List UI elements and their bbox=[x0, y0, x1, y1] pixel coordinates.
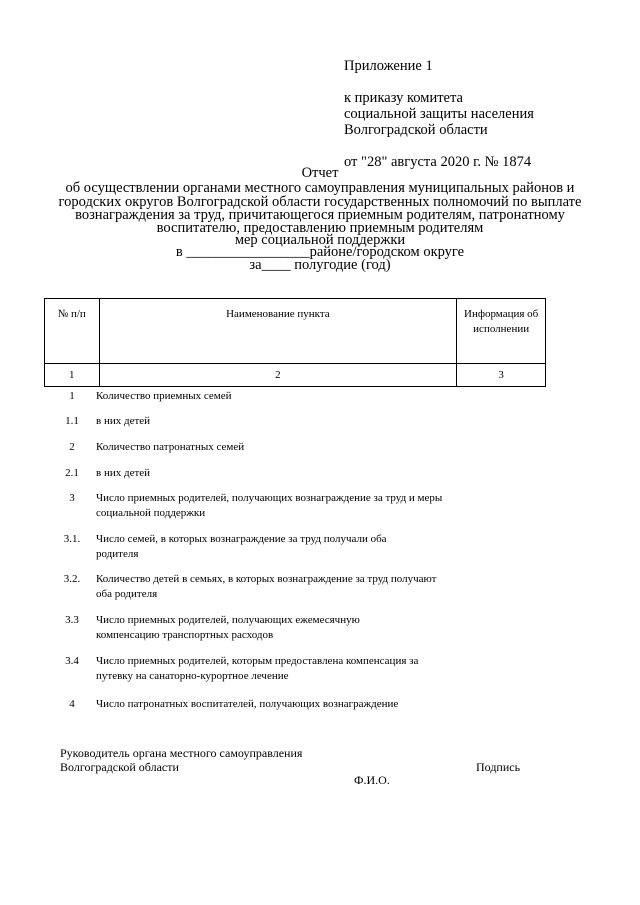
appendix-block bbox=[344, 58, 534, 170]
report-period-line: за____ полугодие (год) bbox=[249, 257, 391, 273]
report-subtitle-line: воспитателю, предоставлению приемным родителям bbox=[156, 220, 484, 236]
item-text: Количество детей в семьях, в которых вознаграждение за труд получают оба родителя bbox=[96, 573, 437, 600]
item-number: 4 bbox=[69, 698, 75, 710]
signature-label: Подпись bbox=[476, 760, 521, 774]
item-number: 3.3 bbox=[65, 614, 79, 626]
item-number: 3.1. bbox=[63, 533, 81, 545]
region-label: Волгоградской области bbox=[60, 760, 179, 774]
report-district-line: в _________________районе/городском округе bbox=[175, 244, 465, 260]
appendix-committee-line: социальной защиты населения bbox=[344, 106, 534, 122]
item-text: Количество приемных семей bbox=[96, 390, 232, 402]
column-header-name: Наименование пункта bbox=[99, 299, 457, 364]
item-number: 3.4 bbox=[65, 655, 79, 667]
appendix-region-line: Волгоградской области bbox=[344, 122, 488, 138]
item-text: Число патронатных воспитателей, получающих вознаграждение bbox=[96, 698, 399, 710]
full-name-label: Ф.И.О. bbox=[354, 773, 390, 787]
item-number: 2.1 bbox=[65, 467, 79, 479]
item-number: 1 bbox=[69, 390, 75, 402]
item-text: в них детей bbox=[96, 467, 151, 479]
item-text: в них детей bbox=[96, 415, 151, 427]
item-number: 3 bbox=[69, 492, 75, 504]
item-text: Количество патронатных семей bbox=[96, 441, 245, 453]
column-header-number: № п/п bbox=[45, 299, 100, 364]
item-text: Число приемных родителей, получающих вознаграждение за труд и меры социальной поддержки bbox=[96, 492, 443, 519]
column-header-info: Информация об исполнении bbox=[457, 299, 546, 364]
appendix-date-line: от "28" августа 2020 г. № 1874 bbox=[344, 154, 532, 170]
report-subtitle-line: мер социальной поддержки bbox=[234, 232, 406, 248]
report-subtitle-line: вознаграждения за труд, причитающегося приемным родителям, патронатному bbox=[75, 207, 565, 223]
head-of-authority-label: Руководитель органа местного самоуправления bbox=[60, 746, 303, 760]
column-number-cell: 3 bbox=[457, 364, 546, 387]
report-table bbox=[44, 298, 546, 387]
item-text: Число семей, в которых вознаграждение за труд получали оба родителя bbox=[96, 533, 387, 560]
item-text: Число приемных родителей, которым предоставлена компенсация за путевку на санаторно-курортное лечение bbox=[96, 655, 419, 682]
item-number: 3.2. bbox=[63, 573, 81, 585]
report-title: Отчет bbox=[301, 165, 339, 181]
item-number: 1.1 bbox=[65, 415, 79, 427]
column-number-cell: 2 bbox=[99, 364, 457, 387]
item-number: 2 bbox=[69, 441, 75, 453]
appendix-title: Приложение 1 bbox=[344, 58, 433, 74]
report-subtitle-line: об осуществлении органами местного самоуправления муниципальных районов и bbox=[65, 180, 575, 196]
item-text: Число приемных родителей, получающих ежемесячную компенсацию транспортных расходов bbox=[96, 614, 360, 641]
report-subtitle-line: городских округов Волгоградской области государственных полномочий по выплате bbox=[58, 194, 582, 210]
appendix-order-line: к приказу комитета bbox=[344, 90, 463, 106]
column-number-cell: 1 bbox=[45, 364, 100, 387]
